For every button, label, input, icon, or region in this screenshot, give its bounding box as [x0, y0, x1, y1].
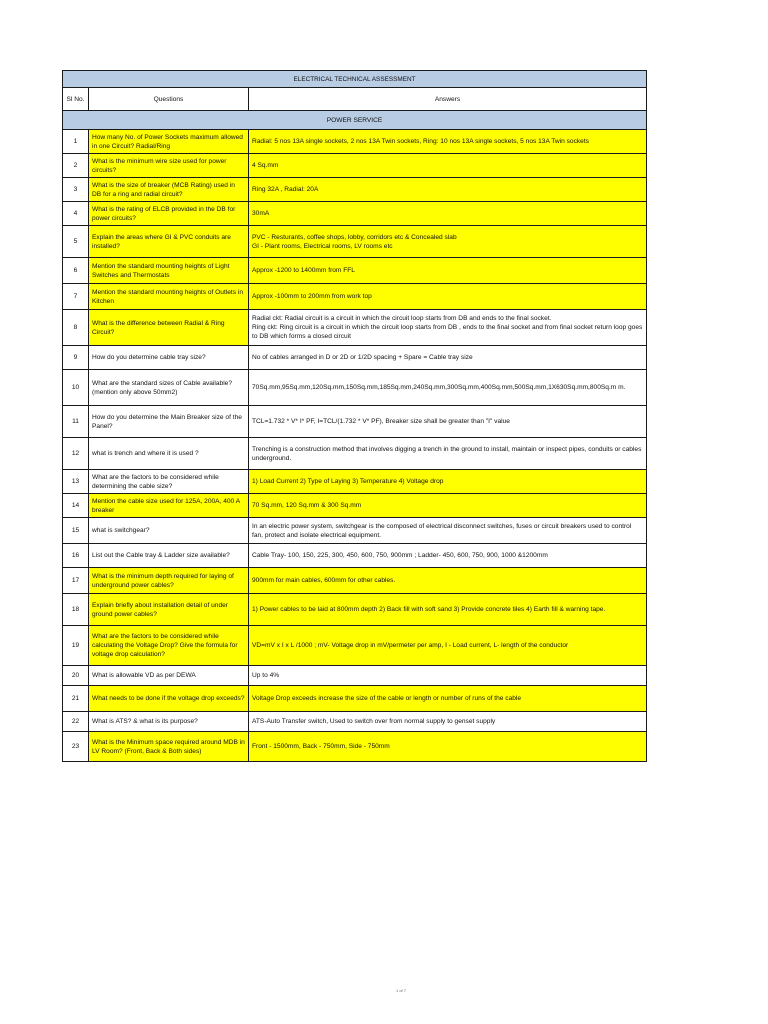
answer-line: 30mA — [252, 210, 270, 217]
answer-line: 1) Load Current 2) Type of Laying 3) Temperature 4) Voltage drop — [252, 478, 444, 485]
question-cell: How many No. of Power Sockets maximum allowed in one Circuit? Radial/Ring — [89, 130, 249, 154]
row-number: 10 — [63, 370, 89, 406]
answer-line: PVC - Resturants, coffee shops, lobby, corridors etc & Concealed slab — [252, 233, 457, 241]
answer-cell — [249, 594, 647, 626]
answer-cell — [249, 686, 647, 712]
answer-line: Front - 1500mm, Back - 750mm, Side - 750mm — [252, 743, 390, 750]
answer-cell — [249, 258, 647, 284]
answer-cell — [249, 310, 647, 346]
question-cell: Explain the areas where GI & PVC conduits are installed? — [89, 226, 249, 258]
row-number: 7 — [63, 284, 89, 310]
row-number: 13 — [63, 470, 89, 494]
table-row — [63, 686, 647, 712]
row-number: 18 — [63, 594, 89, 626]
table-row — [63, 666, 647, 686]
question-cell: List out the Cable tray & Ladder size available? — [89, 544, 249, 568]
assessment-table — [62, 70, 647, 762]
section-title: POWER SERVICE — [63, 111, 647, 130]
answer-cell — [249, 494, 647, 518]
row-number: 9 — [63, 346, 89, 370]
row-number: 12 — [63, 438, 89, 470]
table-row — [63, 310, 647, 346]
row-number: 14 — [63, 494, 89, 518]
answer-line: 70 Sq.mm, 120 Sq.mm & 300 Sq.mm — [252, 502, 362, 509]
table-row — [63, 470, 647, 494]
question-cell: Mention the standard mounting heights of Light Switches and Thermostats — [89, 258, 249, 284]
header-questions: Questions — [89, 88, 249, 111]
question-cell: what is switchgear? — [89, 518, 249, 544]
header-sl-no: Sl No. — [63, 88, 89, 111]
answer-line: GI - Plant rooms, Electrical rooms, LV rooms etc — [252, 242, 393, 250]
answer-cell — [249, 130, 647, 154]
question-cell: what is trench and where it is used ? — [89, 438, 249, 470]
question-cell: What is the difference between Radial & Ring Circuit? — [89, 310, 249, 346]
answer-cell — [249, 712, 647, 732]
answer-line: Radial: 5 nos 13A single sockets, 2 nos 13A Twin sockets, Ring: 10 nos 13A single sockets, 5 nos 13A Twin sockets — [252, 138, 589, 145]
table-row — [63, 518, 647, 544]
answer-line: Ring ckt: Ring circuit is a circuit in which the circuit loop starts from DB , ends to the final socket and from final socket return loop goes to DB which forms a closed circuit — [252, 324, 643, 340]
answer-cell — [249, 438, 647, 470]
question-cell: What is the rating of ELCB provided in the DB for power circuits? — [89, 202, 249, 226]
answer-cell — [249, 732, 647, 762]
question-cell: What is the minimum depth required for laying of underground power cables? — [89, 568, 249, 594]
question-cell: What is the Minimum space required around MDB in LV Room? (Front, Back & Both sides) — [89, 732, 249, 762]
answer-line: No of cables arranged in D or 2D or 1/2D spacing + Spare = Cable tray size — [252, 354, 473, 361]
answer-line: Ring 32A , Radial: 20A — [252, 186, 319, 193]
header-row — [63, 88, 647, 111]
row-number: 19 — [63, 626, 89, 666]
answer-cell — [249, 626, 647, 666]
answer-line: Trenching is a construction method that involves digging a trench in the ground to install, maintain or inspect pipes, conduits or cables underground. — [252, 445, 642, 462]
answer-cell — [249, 406, 647, 438]
answer-cell — [249, 470, 647, 494]
question-cell: What is allowable VD as per DEWA — [89, 666, 249, 686]
table-title: ELECTRICAL TECHNICAL ASSESSMENT — [63, 71, 647, 88]
answer-line: Approx -100mm to 200mm from work top — [252, 293, 372, 300]
question-cell: What are the factors to be considered while determining the cable size? — [89, 470, 249, 494]
title-row — [63, 71, 647, 88]
question-cell: Explain briefly about installation detail of under ground power cables? — [89, 594, 249, 626]
answer-cell — [249, 154, 647, 178]
question-cell: What needs to be done if the voltage drop exceeds? — [89, 686, 249, 712]
answer-line: Cable Tray- 100, 150, 225, 300, 450, 600, 750, 900mm ; Ladder- 450, 600, 750, 900, 1000 &1200mm — [252, 552, 548, 559]
table-row — [63, 154, 647, 178]
question-cell: What is the minimum wire size used for power circuits? — [89, 154, 249, 178]
section-row — [63, 111, 647, 130]
table-row — [63, 544, 647, 568]
answer-line: In an electric power system, switchgear is the composed of electrical disconnect switches, fuses or circuit breakers used to control fan, protect and isolate electrical equipment. — [252, 522, 632, 539]
table-row — [63, 178, 647, 202]
question-cell: What is the size of breaker (MCB Rating) used in DB for a ring and radial circuit? — [89, 178, 249, 202]
header-answers: Answers — [249, 88, 647, 111]
table-row — [63, 712, 647, 732]
answer-cell — [249, 202, 647, 226]
answer-cell — [249, 226, 647, 258]
row-number: 6 — [63, 258, 89, 284]
row-number: 4 — [63, 202, 89, 226]
table-row — [63, 284, 647, 310]
answer-line: 70Sq.mm,95Sq.mm,120Sq.mm,150Sq.mm,185Sq.mm,240Sq.mm,300Sq.mm,400Sq.mm,500Sq.mm,1X630Sq.mm,800Sq.m m. — [252, 384, 626, 391]
table-row — [63, 202, 647, 226]
answer-cell — [249, 544, 647, 568]
table-row — [63, 226, 647, 258]
answer-cell — [249, 666, 647, 686]
table-row — [63, 626, 647, 666]
question-cell: How do you determine the Main Breaker size of the Panel? — [89, 406, 249, 438]
answer-line: TCL=1.732 * V* I* PF, I=TCL/(1.732 * V* PF), Breaker size shall be greater than "I" value — [252, 418, 510, 425]
question-cell: What are the standard sizes of Cable available? (mention only above 50mm2) — [89, 370, 249, 406]
question-cell: What is ATS? & what is its purpose? — [89, 712, 249, 732]
table-row — [63, 568, 647, 594]
row-number: 15 — [63, 518, 89, 544]
page-footer: 1 of 7 — [396, 988, 407, 993]
row-number: 1 — [63, 130, 89, 154]
answer-line: VD=mV x I x L /1000 ; mV- Voltage drop in mV/permeter per amp, I - Load current, L- length of the conductor — [252, 642, 569, 649]
table-row — [63, 594, 647, 626]
table-row — [63, 494, 647, 518]
answer-line: Radial ckt: Radial circuit is a circuit in which the circuit loop starts from DB and ends to the final socket. — [252, 315, 552, 322]
table-row — [63, 406, 647, 438]
row-number: 5 — [63, 226, 89, 258]
row-number: 16 — [63, 544, 89, 568]
question-cell: Mention the cable size used for 125A, 200A, 400 A breaker — [89, 494, 249, 518]
table-row — [63, 258, 647, 284]
row-number: 23 — [63, 732, 89, 762]
question-cell: Mention the standard mounting heights of Outlets in Kitchen — [89, 284, 249, 310]
row-number: 11 — [63, 406, 89, 438]
answer-line: ATS-Auto Transfer switch, Used to switch over from normal supply to genset supply — [252, 718, 496, 725]
row-number: 3 — [63, 178, 89, 202]
row-number: 2 — [63, 154, 89, 178]
row-number: 20 — [63, 666, 89, 686]
table-row — [63, 370, 647, 406]
answer-line: 1) Power cables to be laid at 800mm depth 2) Back fill with soft sand 3) Provide concrete tiles 4) Earth fill & warning tape. — [252, 606, 606, 613]
table-row — [63, 130, 647, 154]
answer-line: Voltage Drop exceeds increase the size of the cable or length or number of runs of the cable — [252, 695, 522, 702]
answer-cell — [249, 178, 647, 202]
question-cell: What are the factors to be considered while calculating the Voltage Drop? Give the formula for voltage drop calculation? — [89, 626, 249, 666]
table-row — [63, 732, 647, 762]
answer-cell — [249, 518, 647, 544]
answer-cell — [249, 284, 647, 310]
table-row — [63, 346, 647, 370]
question-cell: How do you determine cable tray size? — [89, 346, 249, 370]
answer-line: 4 Sq.mm — [252, 162, 279, 169]
row-number: 17 — [63, 568, 89, 594]
row-number: 8 — [63, 310, 89, 346]
answer-line: Approx -1200 to 1400mm from FFL — [252, 267, 355, 274]
answer-cell — [249, 568, 647, 594]
row-number: 22 — [63, 712, 89, 732]
row-number: 21 — [63, 686, 89, 712]
answer-line: 900mm for main cables, 600mm for other cables. — [252, 577, 396, 584]
answer-cell — [249, 346, 647, 370]
answer-cell — [249, 370, 647, 406]
table-row — [63, 438, 647, 470]
answer-line: Up to 4% — [252, 672, 280, 679]
